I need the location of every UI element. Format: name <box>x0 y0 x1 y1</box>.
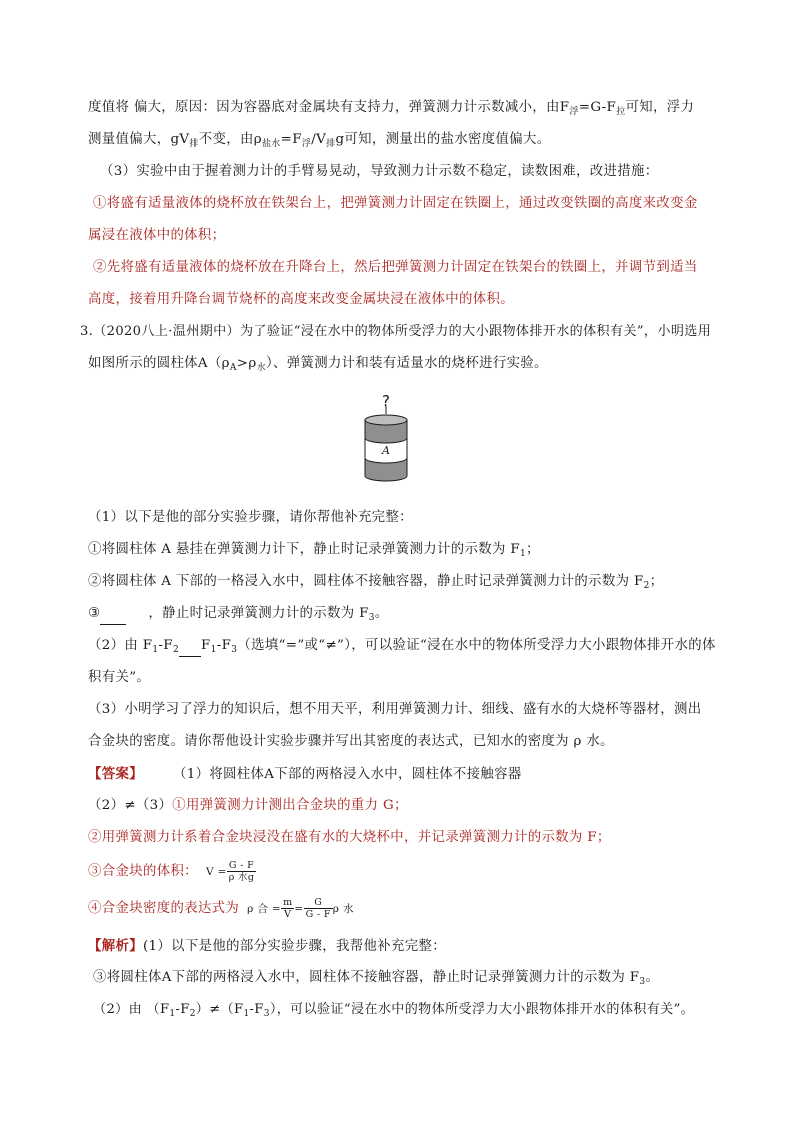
text-line: ③ ，静止时记录弹簧测力计的示数为 $F_3$。 <box>88 606 389 623</box>
analysis-tag: 【解析】 <box>88 938 143 954</box>
analysis-line: （2）由 $(F_1-F_2)\ne(F_1-F_3)$，可以验证“浸在水中的物体所受浮力大小跟物体排开水的体积有关”。 <box>93 1002 695 1019</box>
answer-line: ③合金块的体积： V = $\frac{G - F}{\text{ρ 水g}}$ <box>88 860 255 883</box>
answer-blank <box>100 604 126 625</box>
cylinder-label: A <box>382 444 390 457</box>
answer-line: ④合金块密度的表达式为 ρ 合 = $\frac{m}{V}$ = $\frac{G}{G - F}$ ρ 水 <box>88 897 354 920</box>
density-fraction-1: $\frac{m}{V}$ <box>283 897 293 920</box>
answer-line: （2）≠（3）①用弹簧测力计测出合金块的重力 G； <box>88 798 408 813</box>
text-line: 积有关”。 <box>88 670 151 685</box>
text-line: ①将圆柱体 A 悬挂在弹簧测力计下，静止时记录弹簧测力计的示数为 $F_1$； <box>88 542 540 559</box>
text-line: ①将盛有适量液体的烧杯放在铁架台上，把弹簧测力计固定在铁圈上，通过改变铁圈的高度来改变金 <box>93 196 698 211</box>
text-line: 测量值偏大，$gV_排$不变，由$\rho_{盐水}=F_浮/V_排g$可知，测量出的盐水密度值偏大。 <box>88 132 551 149</box>
text-line: ②将圆柱体 A 下部的一格浸入水中，圆柱体不接触容器，静止时记录弹簧测力计的示数为 $F_2$； <box>88 574 664 591</box>
answer-tag: 【答案】 <box>88 766 143 782</box>
text-line: 高度，接着用升降台调节烧杯的高度来改变金属块浸在液体中的体积。 <box>88 292 514 307</box>
text-line: 属浸在液体中的体积； <box>88 228 226 243</box>
density-fraction-2: $\frac{G}{G - F}$ <box>305 897 331 920</box>
text-line: ②先将盛有适量液体的烧杯放在升降台上，然后把弹簧测力计固定在铁架台的铁圈上，并调节到适当 <box>93 260 698 275</box>
answer-line: 【答案】 （1）将圆柱体A下部的两格浸入水中，圆柱体不接触容器 <box>88 766 522 782</box>
cylinder-a-figure <box>356 392 412 486</box>
answer-line: ②用弹簧测力计系着合金块浸没在盛有水的大烧杯中，并记录弹簧测力计的示数为 F； <box>88 830 611 845</box>
answer-blank <box>179 636 201 657</box>
question-heading: 3.（2020八上·温州期中）为了验证“浸在水中的物体所受浮力的大小跟物体排开水的体积有关”，小明选用 <box>80 324 712 339</box>
text-line: 合金块的密度。请你帮他设计实验步骤并写出其密度的表达式，已知水的密度为 ρ 水。 <box>88 734 614 749</box>
text-line: 如图所示的圆柱体$A(\rho_A>\rho_水)$、弹簧测力计和装有适量水的烧杯进行实验。 <box>88 356 548 373</box>
text-line: （3）实验中由于握着测力计的手臂易晃动，导致测力计示数不稳定，读数困难，改进措施： <box>100 164 659 179</box>
volume-fraction: $\frac{G - F}{\text{ρ 水g}}$ <box>228 860 255 883</box>
text-line: （1）以下是他的部分实验步骤，请你帮他补充完整： <box>88 510 413 525</box>
analysis-line: 【解析】(1）以下是他的部分实验步骤，我帮他补充完整： <box>88 938 446 954</box>
text-line: 度值将 偏大，原因：因为容器底对金属块有支持力，弹簧测力计示数减小，由$F_浮=G-F_拉$可知，浮力 <box>88 100 695 117</box>
analysis-line: ③将圆柱体A下部的两格浸入水中，圆柱体不接触容器，静止时记录弹簧测力计的示数为 $F_3$。 <box>93 970 660 987</box>
text-line: （3）小明学习了浮力的知识后，想不用天平，利用弹簧测力计、细线、盛有水的大烧杯等器材，测出 <box>88 702 702 717</box>
hook-icon: ? <box>382 392 390 410</box>
text-line: （2）由 $F_1-F_2$ $F_1-F_3$（选填“=”或“≠”），可以验证“浸在水中的物体所受浮力大小跟物体排开水的体 <box>88 638 716 655</box>
